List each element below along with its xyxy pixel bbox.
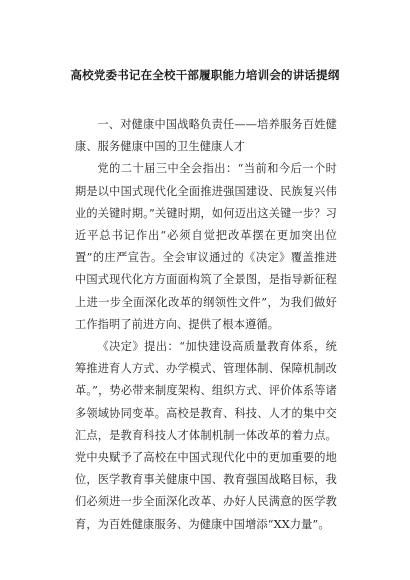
document-title: 高校党委书记在全校干部履职能力培训会的讲话提纲	[70, 68, 340, 82]
section-heading: 一、对健康中国战略负责任——培养服务百姓健康、服务健康中国的卫生健康人才	[75, 118, 337, 154]
body-paragraph-2: 《决定》提出：“加快建设高质量教育体系，统筹推进育人方式、办学模式、管理体制、保障机制改革。”，势必带来制度架构、组织方式、评价体系等诸多领域协同变革。高校是教育、科技、人才的集中交汇点，是教育科技人才体制机制一体改革的着力点。党中央赋予了高校在中国式现代化中的更加重要的地位，医学教育事关健康中国、教育强国战略目标，我们必须进一步全面深化改革、办好人民满意的医学教育，为百姓健康服务、为健康中国增添“XX力量”。	[75, 340, 337, 531]
document-body	[75, 114, 337, 536]
body-paragraph-1: 党的二十届三中全会指出：“当前和今后一个时期是以中国式现代化全面推进强国建设、民族复兴伟业的关键时期。”关键时期，如何迈出这关键一步？习近平总书记作出“必须自觉把改革摆在更加突出位置”的庄严宣告。全会审议通过的《决定》覆盖推进中国式现代化方方面面构筑了全景图，是指导新征程上进一步全面深化改革的纲领性文件”，为我们做好工作指明了前进方向、提供了根本遵循。	[75, 162, 337, 331]
